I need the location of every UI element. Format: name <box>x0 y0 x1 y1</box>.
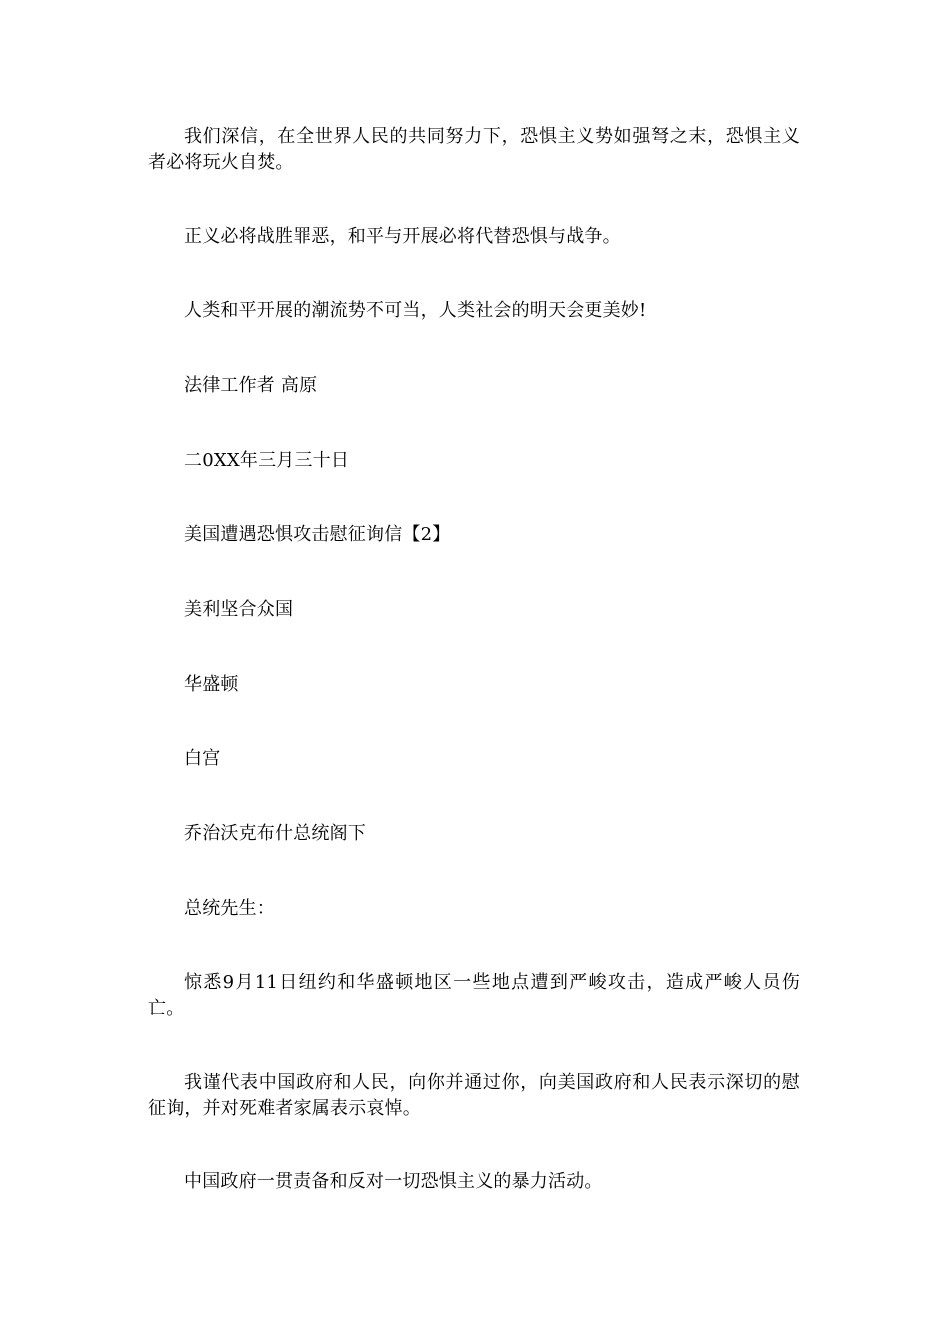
paragraph-belief: 我们深信，在全世界人民的共同努力下，恐惧主义势如强弩之末，恐惧主义者必将玩火自焚。 <box>148 126 800 173</box>
signature-author: 法律工作者 高原 <box>184 375 318 396</box>
salutation: 总统先生： <box>184 898 275 919</box>
letter-title: 美国遭遇恐惧攻击慰征询信【2】 <box>184 524 451 545</box>
address-city: 华盛顿 <box>184 674 239 695</box>
address-country: 美利坚合众国 <box>184 599 294 620</box>
paragraph-peace-trend: 人类和平开展的潮流势不可当，人类社会的明天会更美妙! <box>184 300 647 321</box>
paragraph-news: 惊悉9月11日纽约和华盛顿地区一些地点遭到严峻攻击，造成严峻人员伤亡。 <box>148 972 800 1019</box>
paragraph-condolence: 我谨代表中国政府和人民，向你并通过你，向美国政府和人民表示深切的慰征询，并对死难者家属表示哀悼。 <box>148 1072 800 1119</box>
paragraph-position: 中国政府一贯责备和反对一切恐惧主义的暴力活动。 <box>184 1171 603 1192</box>
signature-date: 二0XX年三月三十日 <box>184 450 350 471</box>
address-building: 白宫 <box>184 748 221 769</box>
address-recipient: 乔治沃克布什总统阁下 <box>184 823 366 844</box>
paragraph-justice: 正义必将战胜罪恶，和平与开展必将代替恐惧与战争。 <box>184 226 621 247</box>
